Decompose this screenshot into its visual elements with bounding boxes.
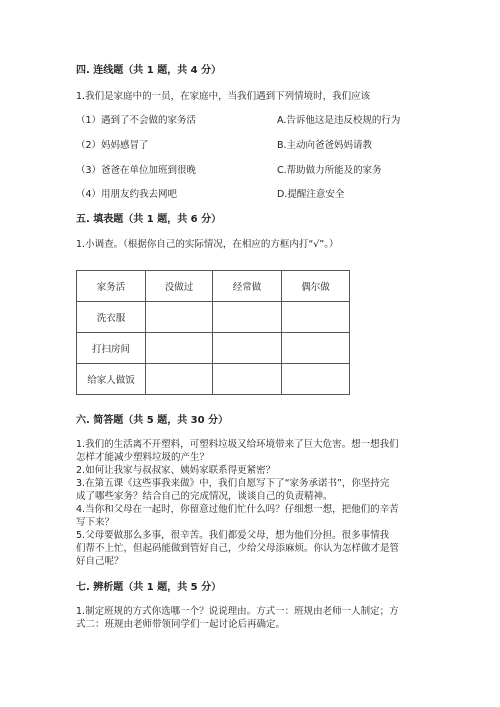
checkbox-cell[interactable] [282,302,350,333]
section-7-title: 七. 辨析题（共 1 题，共 5 分） [76,582,222,593]
match-left-item: （2）妈妈感冒了 [76,140,149,151]
question-text: 式二：班规由老师带领同学们一起讨论后再确定。 [76,619,286,630]
answer-text-line: 怎样才能减少塑料垃圾的产生？ [76,452,210,463]
survey-table [76,270,350,395]
section-5-title: 五. 填表题（共 1 题，共 6 分） [76,214,222,225]
answer-text-line: 好自己呢？ [76,556,124,567]
question-text: 1.我们是家庭中的一员，在家庭中，当我们遇到下列情境时，我们应该 [76,91,371,102]
match-left-item: （3）爸爸在单位加班到很晚 [76,165,197,176]
column-header: 偶尔做 [282,271,350,302]
row-label: 给家人做饭 [77,364,146,395]
column-header: 家务活 [77,271,146,302]
answer-text-line: 4.当你和父母在一起时，你留意过他们忙什么吗？仔细想一想，把他们的辛苦 [76,504,399,515]
answer-text-line: 们帮不上忙，但起码能做到管好自己，少给父母添麻烦。你认为怎样做才是管 [76,543,400,554]
row-label: 洗衣服 [77,302,146,333]
checkbox-cell[interactable] [282,333,350,364]
checkbox-cell[interactable] [282,364,350,395]
question-text: 1.小调查。（根据你自己的实际情况，在相应的方框内打“√”。） [76,239,339,250]
checkbox-cell[interactable] [213,364,282,395]
checkbox-cell[interactable] [146,302,213,333]
table-row [77,302,350,333]
match-right-item: C.帮助做力所能及的家务 [277,165,382,176]
answer-text-line: 2.如何让我家与叔叔家、姨妈家联系得更紧密？ [76,465,276,476]
question-text: 1.制定班规的方式你选哪一个？说说理由。方式一：班规由老师一人制定；方 [76,606,399,617]
match-right-item: B.主动向爸爸妈妈请教 [277,140,373,151]
table-row [77,364,350,395]
checkbox-cell[interactable] [213,333,282,364]
checkbox-cell[interactable] [146,364,213,395]
checkbox-cell[interactable] [146,333,213,364]
row-label: 打扫房间 [77,333,146,364]
table-header-row [77,271,350,302]
match-right-item: D.提醒注意安全 [277,189,345,200]
match-left-item: （4）用朋友约我去网吧 [76,189,178,200]
table-row [77,333,350,364]
answer-text-line: 1.我们的生活离不开塑料，可塑料垃圾又给环境带来了巨大危害。想一想我们 [76,439,399,450]
answer-text-line: 5.父母要做那么多事，很辛苦。我们都爱父母，想为他们分担。很多事情我 [76,530,390,541]
column-header: 经常做 [213,271,282,302]
answer-text-line: 3.在第五课《这些事我来做》中，我们自愿写下了“家务承诺书”，你坚持完 [76,478,390,489]
checkbox-cell[interactable] [213,302,282,333]
section-4-title: 四. 连线题（共 1 题，共 4 分） [76,65,222,76]
answer-text-line: 成了哪些家务？结合自己的完成情况，谈谈自己的负责精神。 [76,491,333,502]
answer-text-line: 写下来？ [76,517,115,528]
match-right-item: A.告诉他这是违反校规的行为 [277,115,401,126]
column-header: 没做过 [146,271,213,302]
match-left-item: （1）遇到了不会做的家务活 [76,115,197,126]
section-6-title: 六. 简答题（共 5 题，共 30 分） [76,415,229,426]
